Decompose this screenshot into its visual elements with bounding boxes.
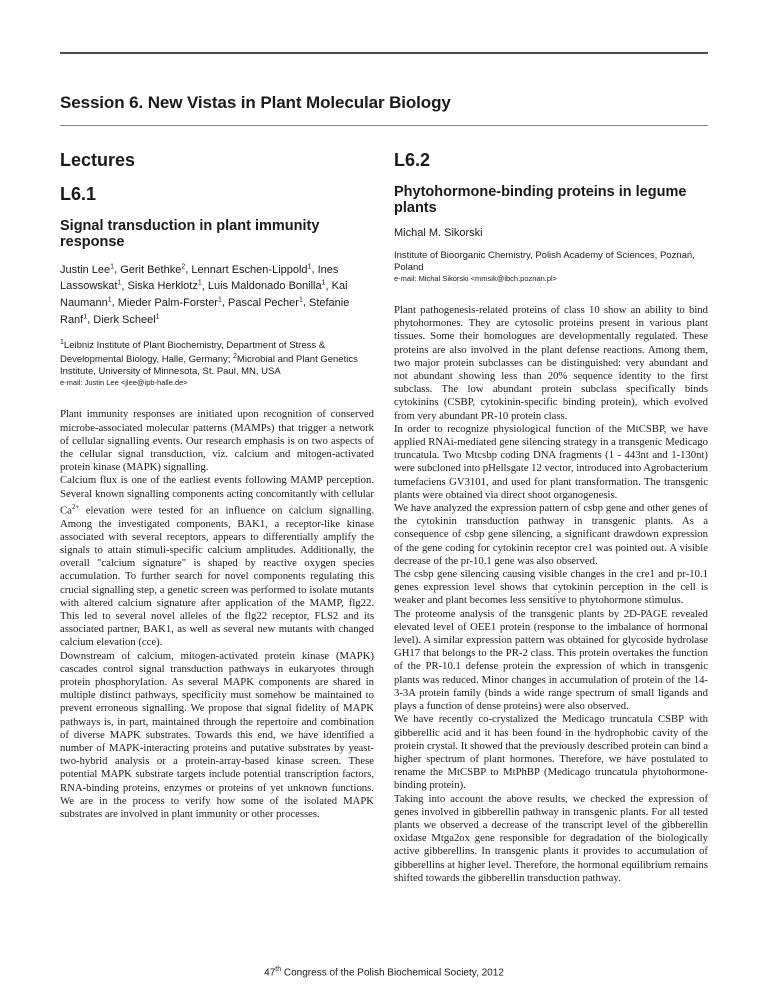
right-column (394, 150, 708, 885)
author-name: Mieder Palm-Forster$^1$ (117, 296, 222, 309)
author-name: Justin Lee$^1$ (60, 263, 115, 276)
author-name: Stefanie Ranf$^1$ (60, 296, 350, 326)
lectures-heading: Lectures (60, 150, 136, 170)
abstract-paragraph: Taking into account the above results, we checked the expression of genes involved in gibberellin pathway in transgenic plants. For all tested plants we observed a decrease of the transcript level of the gibberellin oxidase Mtga2ox gene responsible for degradation of the biologically active gibberellins. In transgenic plants it provides to accumulation of gibberellins at higher level. Therefore, the hormonal equilibrium remains shifted towards the gibberellin transduction pathway. (394, 792, 708, 884)
affiliation-l6-1: $^1$Leibniz Institute of Plant Biochemistry, Department of Stress & Developmental Biology, Halle, Germany; $^2$Microbial and Plant Genetics Institute, University of Minnesota, St. Paul, MN, USA (60, 338, 358, 377)
session-title: Session 6. New Vistas in Plant Molecular Biology (60, 93, 451, 112)
author-name: Dierk Scheel$^1$ (93, 312, 160, 326)
author-name: Kai Naumann$^1$ (60, 280, 348, 309)
abstract-paragraph: Plant immunity responses are initiated upon recognition of conserved microbe-associated molecular patterns (MAMPs) that trigger a network of cellular signalling events. Our research emphasis is on two aspects of the cellular signal transduction, viz. calcium and mitogen-activated protein kinase (MAPK) signalling. (60, 408, 374, 474)
page-footer: 47th Congress of the Polish Biochemical Society, 2012 (264, 966, 504, 979)
abstract-paragraph: The proteome analysis of the transgenic plants by 2D-PAGE revealed elevated level of OEE1 protein (response to the imbalance of hormonal level). A similar expression pattern was obtained for glycoside hydrolase GH17 that belongs to the PR-2 class. This protein overtakes the function of the PR-10.1 defense protein the expression of which in transgenic plants was reduced. Minor changes in accumulation of protein of the 14-3-3A protein family (binds a wide range spectrum of small ligands and plays a function of dense proteins) were also observed. (394, 607, 708, 713)
abstract-code-l6-1: L6.1 (60, 184, 97, 204)
left-column (60, 150, 374, 821)
author-list-l6-1: Justin Lee$^1$, Gerit Bethke$^2$, Lennart Eschen-Lippold$^1$, Ines Lassowskat$^1$, Siska Herklotz$^1$, Luis Maldonado Bonilla$^1$, Kai Naumann$^1$, Mieder Palm-Forster$^1$, Pascal Pecher$^1$, Stefanie Ranf$^1$, Dierk Scheel$^1$ (60, 263, 350, 326)
abstract-paragraph: Calcium flux is one of the earliest events following MAMP perception. Several known signalling components acting concomitantly with cellular $Ca^{2+}$ elevation were tested for an influence on calcium signalling. Among the investigated components, BAK1, a receptor-like kinase associated with several receptors, appears to differentially amplify the signals to attain stimuli-specific calcium amplitudes. Additionally, the overall "calcium signature" is shaped by reactive oxygen species accumulation. To further search for novel components regulating this crucial signalling step, a genetic screen was performed to isolate mutants with altered calcium signature after application of the MAMP, flg22. This led to several novel alleles of the flg22 receptor, FLS2 and its associated partner, BAK1, as well as several new mutants with changed calcium elevation (cce). (60, 474, 374, 649)
abstract-title-l6-2: Phytohormone-binding proteins in legume plants (394, 184, 687, 216)
abstract-paragraph: Downstream of calcium, mitogen-activated protein kinase (MAPK) cascades control signal transduction pathways in eukaryotes through protein phosphorylation. As several MAPK components are shared in multiple distinct pathways, specificity must somehow be maintained to prevent erroneous signalling. We propose that signal fidelity of MAPK pathways is, in part, maintained through the repertoire and combination of diverse MAPK substrates. Towards this end, we have identified a number of MAPK-interacting proteins and putative substrates by yeast-two-hybrid analysis or a protein-array-based kinase screen. These potential MAPK substrate targets include potential transcription factors, RNA-binding proteins, enzymes or proteins of yet unknown functions. We are in the process to verify how some of the isolated MAPK substrates are involved in plant immunity or other processes. (60, 649, 374, 821)
abstract-paragraph: We have analyzed the expression pattern of csbp gene and other genes of the cytokinin transduction pathway in transgenic plants. As a consequence of csbp gene silencing, a significant drawdown expression of the gene coding for cytokinin receptor cre1 was pointed out. A visible decrease of the pr-10.1 gene was also observed. (394, 502, 708, 567)
top-rule (60, 52, 708, 54)
affiliation-l6-2: Institute of Bioorganic Chemistry, Polish Academy of Sciences, Poznań, Poland (394, 250, 695, 273)
abstract-body-l6-1 (60, 408, 374, 821)
abstract-paragraph: Plant pathogenesis-related proteins of class 10 show an ability to bind phytohormones. They are cytosolic proteins present in various plant tissues. Some their homologues are developmentally regulated. These proteins are also involved in the plant defense reactions. Among them, two major protein subclasses can be distinguished: very abundant and not abundant showing less than 20% sequence identity to the first subclass. The low abundant protein subclass specifically binds cytokinins (CSBP, cytokinin-specific binding protein), which evolved from very abundant PR-10 protein class. (394, 304, 708, 422)
author-name: Ines Lassowskat$^1$ (60, 263, 339, 293)
author-name: Siska Herklotz$^1$ (127, 279, 202, 293)
email-l6-2: e-mail: Michal Sikorski <mmsik@ibch.poznan.pl> (394, 274, 558, 283)
abstract-paragraph: We have recently co-crystalized the Medicago truncatula CSBP with gibberellic acid and it has been found in the hydrophobic cavity of the protein crystal. It showed that the previously described protein can bind a higher spectrum of plant hormones. Therefore, we have postulated to rename the MtCSBP to MtPhBP (Medicago truncatula phytohormone-binding protein). (394, 713, 709, 792)
email-l6-1: e-mail: Justin Lee <jlee@ipb-halle.de> (60, 378, 188, 388)
abstract-body-l6-2 (394, 304, 708, 885)
author-name: Lennart Eschen-Lippold$^1$ (191, 263, 312, 276)
abstract-title-l6-1: Signal transduction in plant immunity response (60, 218, 320, 250)
author-name: Gerit Bethke$^2$ (120, 263, 186, 276)
abstract-paragraph: The csbp gene silencing causing visible changes in the cre1 and pr-10.1 genes expression level shows that cytokinin perception in the cell is weaker and plant becomes less sensitive to phytohormone stimulus. (394, 568, 708, 607)
abstract-paragraph: In order to recognize physiological function of the MtCSBP, we have applied RNAi-mediated gene silencing strategy in a transgenic Medicago truncatula. Two Mtcsbp coding DNA fragments (1 - 443nt and 1-130nt) were subcloned into pHellsgate 12 vector, introduced into Agrobacterium tumefaciens GV3101, and used for plant transformation. The transgenic plants were obtained via direct shoot organogenesis. (394, 422, 708, 501)
abstract-code-l6-2: L6.2 (394, 150, 431, 170)
session-rule (60, 125, 708, 126)
author-list-l6-2: Michal M. Sikorski (394, 227, 483, 239)
author-name: Luis Maldonado Bonilla$^1$ (207, 279, 326, 293)
author-name: Pascal Pecher$^1$ (228, 296, 303, 309)
